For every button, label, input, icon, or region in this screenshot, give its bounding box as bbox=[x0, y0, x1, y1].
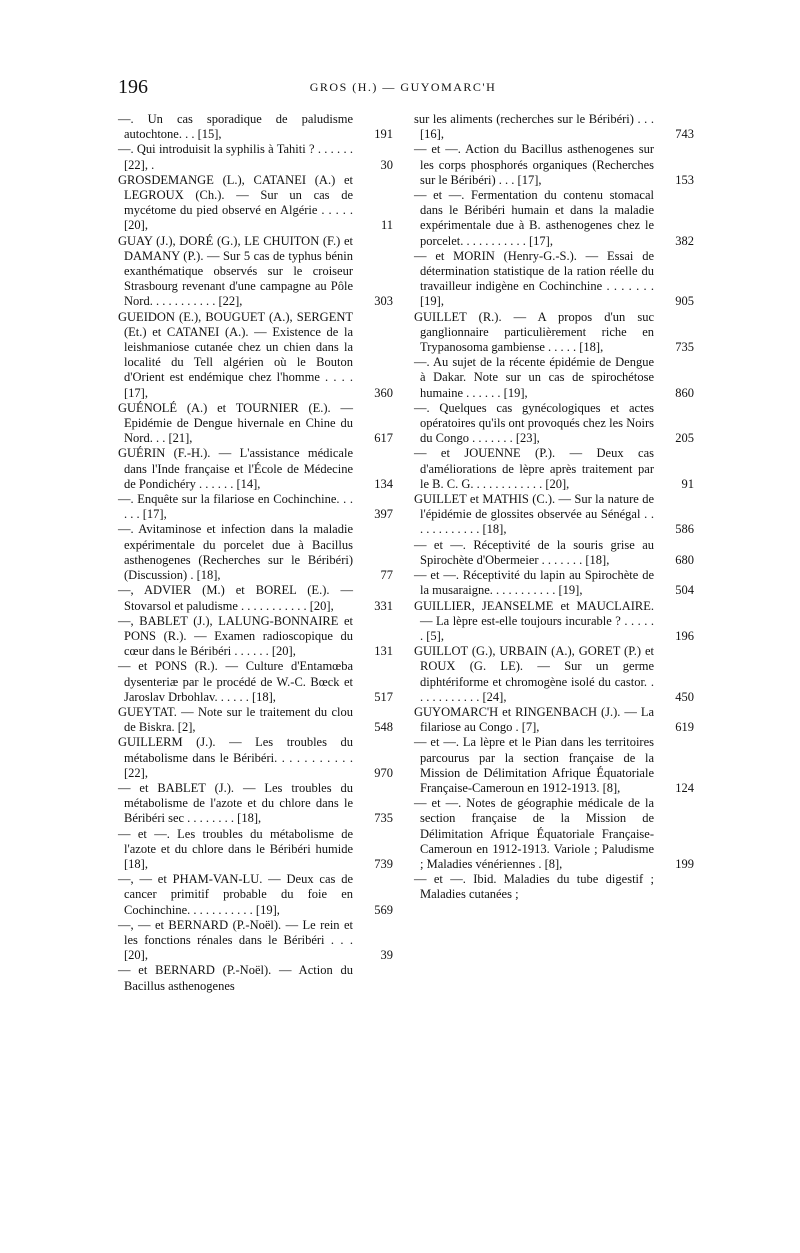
entry-page-ref: 860 bbox=[675, 385, 694, 400]
entry-text: —. Avitaminose et infection dans la maladie expérimentale du porcelet due à Bacillus asthenogenes (Recherches sur le Béribéri) (Discussion) . [18], bbox=[118, 522, 353, 583]
entry-text: —, — et BERNARD (P.-Noël). — Le rein et les fonctions rénales dans le Béribéri . . . [20], bbox=[118, 917, 353, 963]
index-entry bbox=[414, 142, 694, 188]
entry-page-ref: 39 bbox=[380, 948, 393, 963]
entry-page-ref: 450 bbox=[675, 689, 694, 704]
entry-page-ref: 735 bbox=[675, 340, 694, 355]
entry-page-ref: 905 bbox=[675, 294, 694, 309]
entry-page-ref: 569 bbox=[374, 902, 393, 917]
entry-page-ref: 199 bbox=[675, 856, 694, 871]
entry-page-ref: 124 bbox=[675, 780, 694, 795]
entry-text: —. Au sujet de la récente épidémie de Dengue à Dakar. Note sur un cas de spirochétose humaine . . . . . . [19], bbox=[414, 355, 654, 400]
index-entry bbox=[118, 735, 393, 781]
entry-page-ref: 11 bbox=[380, 218, 393, 233]
index-entry bbox=[118, 309, 393, 401]
entry-page-ref: 619 bbox=[675, 720, 694, 735]
index-entry bbox=[118, 704, 393, 735]
entry-page-ref: 382 bbox=[675, 233, 694, 248]
index-entry bbox=[414, 492, 694, 538]
index-entry bbox=[118, 780, 393, 827]
index-entry bbox=[414, 796, 694, 872]
entry-page-ref: 548 bbox=[374, 720, 393, 735]
index-entry bbox=[414, 112, 694, 142]
index-entry bbox=[118, 917, 393, 964]
entry-page-ref: 205 bbox=[675, 431, 694, 446]
entry-page-ref: 303 bbox=[374, 294, 393, 309]
index-entry bbox=[118, 400, 393, 447]
entry-page-ref: 360 bbox=[374, 385, 393, 400]
index-entry bbox=[414, 598, 694, 645]
index-entry bbox=[118, 659, 393, 705]
entry-page-ref: 517 bbox=[374, 689, 393, 704]
entry-text: — et —. Ibid. Maladies du tube digestif ; Maladies cutanées ; bbox=[414, 872, 654, 902]
entry-text: GUILLIER, JEANSELME et MAUCLAIRE. — La lèpre est-elle toujours incurable ? . . . . . . [5], bbox=[414, 598, 654, 643]
entry-text: — et —. Réceptivité du lapin au Spirochète de la musaraigne. . . . . . . . . . . [19], bbox=[414, 568, 654, 598]
entry-text: —, ADVIER (M.) et BOREL (E.). — Stovarsol et paludisme . . . . . . . . . . . [20], bbox=[118, 583, 353, 613]
entry-text: —, — et PHAM-VAN-LU. — Deux cas de cancer primitif probable du foie en Cochinchine. . . . . . . . . . . [19], bbox=[118, 872, 353, 917]
entry-text: — et —. Action du Bacillus asthenogenes sur les corps phosphorés organiques (Recherches sur le Béribéri) . . . [17], bbox=[414, 142, 654, 187]
entry-page-ref: 970 bbox=[374, 765, 393, 780]
entry-page-ref: 739 bbox=[374, 856, 393, 871]
index-entry bbox=[414, 568, 694, 598]
index-entry bbox=[118, 522, 393, 583]
index-entry bbox=[118, 826, 393, 873]
entry-text: GUILLERM (J.). — Les troubles du métabolisme dans le Béribéri. . . . . . . . . . . [22], bbox=[118, 735, 353, 780]
entry-text: GUILLOT (G.), URBAIN (A.), GORET (P.) et ROUX (G. LE). — Sur un germe diphtériforme et chromogène isolé du castor. . . . . . . . . . . . [24], bbox=[414, 644, 654, 704]
page-number: 196 bbox=[118, 76, 148, 98]
index-entry bbox=[414, 309, 694, 356]
entry-text: — et —. Fermentation du contenu stomacal dans le Béribéri humain et dans la maladie expérimentale due à B. asthenogenes chez le porcelet. . . . . . . . . . . [17], bbox=[414, 188, 654, 248]
entry-text: — et PONS (R.). — Culture d'Entamœba dysenteriæ par le procédé de W.-C. Bœck et Jaroslav Drbohlav. . . . . . [18], bbox=[118, 659, 353, 704]
index-entry bbox=[118, 112, 393, 142]
entry-page-ref: 586 bbox=[675, 522, 694, 537]
entry-page-ref: 680 bbox=[675, 552, 694, 567]
page-header bbox=[118, 76, 688, 100]
entry-page-ref: 153 bbox=[675, 172, 694, 187]
index-entry bbox=[414, 355, 694, 401]
entry-text: —. Un cas sporadique de paludisme autochtone. . . [15], bbox=[118, 112, 353, 142]
index-entry bbox=[118, 963, 353, 993]
entry-text: —. Qui introduisit la syphilis à Tahiti ? . . . . . . [22], . bbox=[118, 142, 353, 172]
entry-page-ref: 134 bbox=[374, 476, 393, 491]
entry-page-ref: 504 bbox=[675, 583, 694, 598]
index-entry bbox=[118, 872, 393, 918]
running-head: GROS (H.) — GUYOMARC'H bbox=[309, 80, 497, 94]
entry-text: — et —. Réceptivité de la souris grise au Spirochète d'Obermeier . . . . . . . [18], bbox=[414, 537, 654, 567]
index-entry bbox=[118, 172, 393, 234]
entry-page-ref: 30 bbox=[380, 157, 393, 172]
entry-page-ref: 77 bbox=[380, 568, 393, 583]
left-column bbox=[118, 112, 393, 994]
index-entry bbox=[414, 537, 694, 568]
index-entry bbox=[118, 492, 393, 522]
index-entry bbox=[118, 613, 393, 660]
entry-page-ref: 91 bbox=[681, 476, 694, 491]
entry-page-ref: 191 bbox=[374, 127, 393, 142]
entry-page-ref: 743 bbox=[675, 127, 694, 142]
entry-page-ref: 196 bbox=[675, 628, 694, 643]
entry-text: GUILLET (R.). — A propos d'un suc ganglionnaire particulièrement riche en Trypanosoma gambiense . . . . . [18], bbox=[414, 309, 654, 355]
index-entry bbox=[414, 704, 694, 735]
right-column bbox=[414, 112, 694, 903]
entry-text: sur les aliments (recherches sur le Béribéri) . . . [16], bbox=[414, 112, 654, 142]
index-entry bbox=[118, 233, 393, 310]
entry-text: — et MORIN (Henry-G.-S.). — Essai de détermination statistique de la ration réelle du travailleur indigène en Cochinchine . . . . . . . [19], bbox=[414, 248, 654, 309]
entry-text: — et —. Les troubles du métabolisme de l'azote et du chlore dans le Béribéri humide [18], bbox=[118, 826, 353, 871]
entry-page-ref: 735 bbox=[374, 811, 393, 826]
index-entry bbox=[118, 583, 393, 613]
index-entry bbox=[414, 188, 694, 249]
entry-text: —. Enquête sur la filariose en Cochinchine. . . . . . [17], bbox=[118, 492, 353, 522]
entry-page-ref: 331 bbox=[374, 598, 393, 613]
entry-text: — et —. La lèpre et le Pian dans les territoires parcourus par la section française de la Mission de Délimitation Afrique Équatoriale Française-Cameroun en 1912-1913. [8], bbox=[414, 735, 654, 795]
entry-text: — et BERNARD (P.-Noël). — Action du Bacillus asthenogenes bbox=[118, 963, 353, 993]
entry-page-ref: 617 bbox=[374, 431, 393, 446]
entry-text: GUEYTAT. — Note sur le traitement du clou de Biskra. [2], bbox=[118, 704, 353, 735]
entry-text: GUÉRIN (F.-H.). — L'assistance médicale dans l'Inde française et l'École de Médecine de Pondichéry . . . . . . [14], bbox=[118, 446, 353, 491]
index-entry bbox=[118, 142, 393, 172]
index-entry bbox=[414, 446, 694, 492]
index-entry bbox=[414, 872, 654, 902]
index-entry bbox=[118, 446, 393, 492]
entry-text: — et —. Notes de géographie médicale de la section française de la Mission de Délimitation Afrique Équatoriale Française-Cameroun en 1912-1913. Variole ; Paludisme ; Maladies vénériennes . [8], bbox=[414, 796, 654, 871]
entry-text: GUEIDON (E.), BOUGUET (A.), SERGENT (Et.) et CATANEI (A.). — Existence de la leishmaniose cutanée chez un chien dans la localité du Tell algérien où le Bouton d'Orient est endémique chez l'homme . . . . [17], bbox=[118, 309, 353, 400]
entry-text: GROSDEMANGE (L.), CATANEI (A.) et LEGROUX (Ch.). — Sur un cas de mycétome du pied observé en Algérie . . . . . [20], bbox=[118, 172, 353, 233]
entry-page-ref: 397 bbox=[374, 507, 393, 522]
entry-text: — et JOUENNE (P.). — Deux cas d'améliorations de lèpre après traitement par le B. C. G. . . . . . . . . . . . [20], bbox=[414, 446, 654, 491]
entry-page-ref: 131 bbox=[374, 644, 393, 659]
index-entry bbox=[414, 644, 694, 705]
entry-text: — et BABLET (J.). — Les troubles du métabolisme de l'azote et du chlore dans le Béribéri sec . . . . . . . . [18], bbox=[118, 780, 353, 826]
index-entry bbox=[414, 248, 694, 310]
entry-text: GUÉNOLÉ (A.) et TOURNIER (E.). — Epidémie de Dengue hivernale en Chine du Nord. . . [21], bbox=[118, 400, 353, 446]
entry-text: GUILLET et MATHIS (C.). — Sur la nature de l'épidémie de glossites observée au Sénégal . . . . . . . . . . . . [18], bbox=[414, 492, 654, 537]
entry-text: —, BABLET (J.), LALUNG-BONNAIRE et PONS (R.). — Examen radioscopique du cœur dans le Béribéri . . . . . . [20], bbox=[118, 613, 353, 659]
entry-text: GUAY (J.), DORÉ (G.), LE CHUITON (F.) et DAMANY (P.). — Sur 5 cas de typhus bénin exanthématique observés sur le croiseur Strasbourg revenant d'une campagne au Pôle Nord. . . . . . . . . . . [22], bbox=[118, 233, 353, 309]
index-entry bbox=[414, 735, 694, 796]
entry-text: —. Quelques cas gynécologiques et actes opératoires qu'ils ont provoqués chez les Noirs du Congo . . . . . . . [23], bbox=[414, 400, 654, 446]
entry-text: GUYOMARC'H et RINGENBACH (J.). — La filariose au Congo . [7], bbox=[414, 704, 654, 735]
index-entry bbox=[414, 400, 694, 447]
